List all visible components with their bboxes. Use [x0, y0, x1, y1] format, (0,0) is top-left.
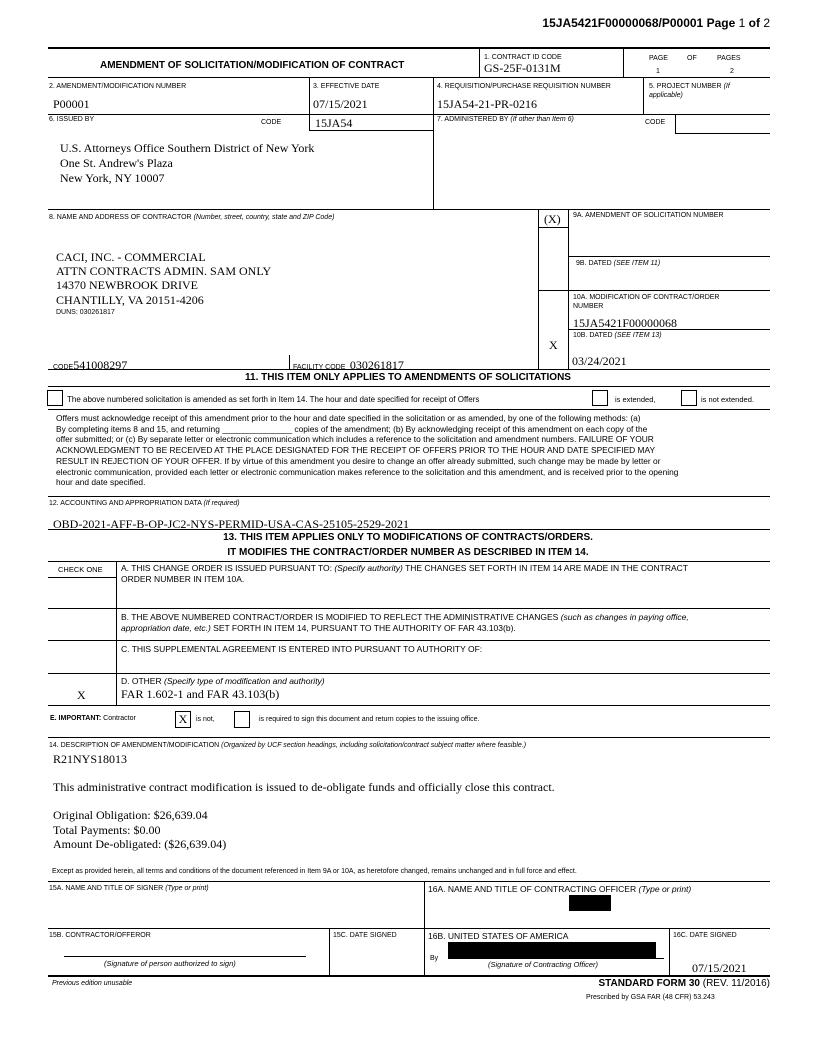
item-16c-label: 16C. DATE SIGNED: [673, 932, 737, 939]
page-label: PAGE: [649, 55, 668, 62]
officer-signature-redaction: [448, 942, 656, 958]
facility-code: FACILITY CODE 030261817: [293, 358, 404, 372]
pages-value: 2: [730, 68, 734, 75]
item-13-title-1: 13. THIS ITEM APPLIES ONLY TO MODIFICATIONS OF CONTRACTS/ORDERS.: [223, 532, 593, 543]
item-11-statement: The above numbered solicitation is amended as set forth in Item 14. The hour and date specified for receipt of Offers: [67, 395, 480, 404]
item-11-title: 11. THIS ITEM ONLY APPLIES TO AMENDMENTS OF SOLICITATIONS: [245, 372, 571, 383]
is-not-checkbox[interactable]: [175, 711, 191, 728]
contractor-signature-caption: (Signature of person authorized to sign): [104, 959, 236, 968]
contractor-code: CODE541008297: [53, 358, 128, 372]
contractor-street: 14370 NEWBROOK DRIVE: [56, 278, 198, 292]
item-12-value: OBD-2021-AFF-B-OP-JC2-NYS-PERMID-USA-CAS-25105-2529-2021: [53, 517, 410, 531]
total-payments: Total Payments: $0.00: [53, 823, 161, 837]
item-15c-label: 15C. DATE SIGNED: [333, 932, 397, 939]
document-id: 15JA5421F00000068/P00001: [542, 16, 704, 30]
project-number-note: applicable): [649, 92, 683, 99]
item-15a-label: 15A. NAME AND TITLE OF SIGNER (Type or print): [49, 885, 209, 892]
item-13c-text: C. THIS SUPPLEMENTAL AGREEMENT IS ENTERED INTO PURSUANT TO AUTHORITY OF:: [121, 644, 483, 654]
not-extended-checkbox[interactable]: [681, 390, 697, 406]
contractor-city: CHANTILLY, VA 20151-4206: [56, 293, 204, 307]
contractor-name-2: ATTN CONTRACTS ADMIN. SAM ONLY: [56, 264, 272, 278]
officer-name-redaction: [569, 895, 611, 911]
item-10a-label: 10A. MODIFICATION OF CONTRACT/ORDER: [573, 294, 720, 301]
form-title: AMENDMENT OF SOLICITATION/MODIFICATION OF CONTRACT: [100, 60, 405, 71]
item-13d-text: D. OTHER (Specify type of modification and authority): [121, 676, 325, 686]
item-9b-label: 9B. DATED (SEE ITEM 11): [576, 260, 661, 267]
of-word: of: [748, 16, 760, 30]
item-13b-text: B. THE ABOVE NUMBERED CONTRACT/ORDER IS MODIFIED TO REFLECT THE ADMINISTRATIVE CHANGES (such as changes in paying office,: [121, 612, 689, 622]
previous-edition-note: Previous edition unusable: [52, 980, 133, 987]
not-extended-label: is not extended.: [701, 395, 754, 404]
item-16b-label: 16B. UNITED STATES OF AMERICA: [428, 931, 569, 941]
item-13b-text-2: appropriation date, etc.) SET FORTH IN ITEM 14, PURSUANT TO THE AUTHORITY OF FAR 43.103(b).: [121, 623, 516, 633]
item-10a-label-2: NUMBER: [573, 303, 604, 310]
item-13a-text: A. THIS CHANGE ORDER IS ISSUED PURSUANT TO: (Specify authority) THE CHANGES SET FORTH IN ITEM 14 ARE MADE IN THE CONTRACT: [121, 563, 688, 573]
issued-by-label: 6. ISSUED BY: [49, 116, 95, 123]
administered-by-label: 7. ADMINISTERED BY (If other than Item 6): [437, 116, 574, 123]
item-9a-label: 9A. AMENDMENT OF SOLICITATION NUMBER: [573, 212, 724, 219]
issuer-line-1: U.S. Attorneys Office Southern District of New York: [60, 141, 315, 155]
amount-deobligated: Amount De-obligated: ($26,639.04): [53, 837, 227, 851]
standard-form-label: STANDARD FORM 30 (REV. 11/2016): [598, 978, 770, 989]
item-16a-label: 16A. NAME AND TITLE OF CONTRACTING OFFICER (Type or print): [428, 884, 692, 894]
item-10a-value: 15JA5421F00000068: [573, 316, 678, 330]
page-word: Page: [706, 16, 736, 30]
top-rule: [48, 47, 770, 49]
item-14-description: This administrative contract modification is issued to de-obligate funds and officially close this contract.: [53, 780, 555, 794]
item-14-reference: R21NYS18013: [53, 752, 128, 766]
item-10-x-mark: X: [549, 338, 558, 352]
contractor-duns: DUNS: 030261817: [56, 309, 115, 316]
item-13d-value: FAR 1.602-1 and FAR 43.103(b): [121, 687, 280, 701]
is-required-checkbox[interactable]: [234, 711, 250, 728]
of-label: OF: [687, 55, 697, 62]
issued-code-value: 15JA54: [315, 116, 353, 130]
item-10b-value: 03/24/2021: [572, 354, 627, 368]
by-label: By: [430, 955, 439, 962]
amendment-number-label: 2. AMENDMENT/MODIFICATION NUMBER: [49, 83, 187, 90]
item-10b-label: 10B. DATED (SEE ITEM 13): [573, 332, 662, 339]
pages-label: PAGES: [717, 55, 741, 62]
extended-label: is extended,: [615, 395, 656, 404]
check-one-label: CHECK ONE: [58, 565, 103, 574]
page-number: 1: [738, 16, 746, 30]
extended-checkbox[interactable]: [592, 390, 608, 406]
item-11-checkbox[interactable]: [47, 390, 63, 406]
important-label: E. IMPORTANT: Contractor: [50, 715, 136, 722]
item-12-label: 12. ACCOUNTING AND APPROPRIATION DATA (If required): [49, 500, 240, 507]
except-provided-text: Except as provided herein, all terms and conditions of the document referenced in Item 9A or 10A, as heretofore changed, remains unchanged and in full force and effect.: [52, 868, 577, 875]
date-signed-value: 07/15/2021: [692, 961, 747, 975]
contract-id-label: 1. CONTRACT ID CODE: [484, 54, 562, 61]
amendment-number-value: P00001: [53, 97, 90, 111]
effective-date-value: 07/15/2021: [313, 97, 368, 111]
requisition-value: 15JA54-21-PR-0216: [437, 97, 538, 111]
item-13-title-2: IT MODIFIES THE CONTRACT/ORDER NUMBER AS DESCRIBED IN ITEM 14.: [227, 547, 589, 558]
page-value: 1: [656, 68, 660, 75]
contractor-name-1: CACI, INC. - COMMERCIAL: [56, 250, 206, 264]
is-required-label: is required to sign this document and return copies to the issuing office.: [259, 716, 480, 723]
project-number-label: 5. PROJECT NUMBER (If: [649, 83, 730, 90]
effective-date-label: 3. EFFECTIVE DATE: [313, 83, 380, 90]
item-13d-x-mark: X: [77, 688, 86, 702]
requisition-label: 4. REQUISITION/PURCHASE REQUISITION NUMBER: [437, 83, 611, 90]
issued-code-label: CODE: [261, 119, 282, 126]
prescribed-note: Prescribed by GSA FAR (48 CFR) 53.243: [586, 994, 715, 1001]
page-total: 2: [763, 16, 770, 30]
is-not-label: is not,: [196, 716, 215, 723]
contractor-label: 8. NAME AND ADDRESS OF CONTRACTOR (Number, street, country, state and ZIP Code): [49, 214, 335, 221]
issuer-line-3: New York, NY 10007: [60, 171, 165, 185]
item-14-label: 14. DESCRIPTION OF AMENDMENT/MODIFICATION (Organized by UCF section headings, including solicitation/contract subject matter where feasible.): [49, 742, 527, 749]
x-column-label: (X): [544, 212, 561, 226]
item-15b-label: 15B. CONTRACTOR/OFFEROR: [49, 932, 151, 939]
item-13a-text-2: ORDER NUMBER IN ITEM 10A.: [121, 574, 245, 584]
contract-id-value: GS-25F-0131M: [484, 61, 561, 75]
is-not-mark: X: [178, 712, 188, 726]
administered-code-label: CODE: [645, 119, 666, 126]
officer-signature-caption: (Signature of Contracting Officer): [488, 960, 599, 969]
original-obligation: Original Obligation: $26,639.04: [53, 808, 208, 822]
issuer-line-2: One St. Andrew's Plaza: [60, 156, 173, 170]
item-11-paragraph: Offers must acknowledge receipt of this amendment prior to the hour and date specified in the solicitation or as amended, by one of the following methods: (a) By completing items 8 and 15, and returning _______________ copies of the amendment; (b) By acknowledging receipt of this amendment on each copy of the offer submitted; or (c) By separate letter or electronic communication which includes a reference to the solicitation and amendment numbers. FAILURE OF YOUR ACKNOWLEDGMENT TO BE RECEIVED AT THE PLACE DESIGNATED FOR THE RECEIPT OF OFFERS PRIOR TO THE HOUR AND DATE SPECIFIED MAY RESULT IN REJECTION OF YOUR OFFER. If by virtue of this amendment you desire to change an offer already submitted, such change may be made by letter or electronic communication, provided each letter or electronic communication makes reference to the solicitation and this amendment, and is received prior to the opening hour and date specified.: [56, 413, 679, 488]
page-header: [542, 16, 770, 30]
